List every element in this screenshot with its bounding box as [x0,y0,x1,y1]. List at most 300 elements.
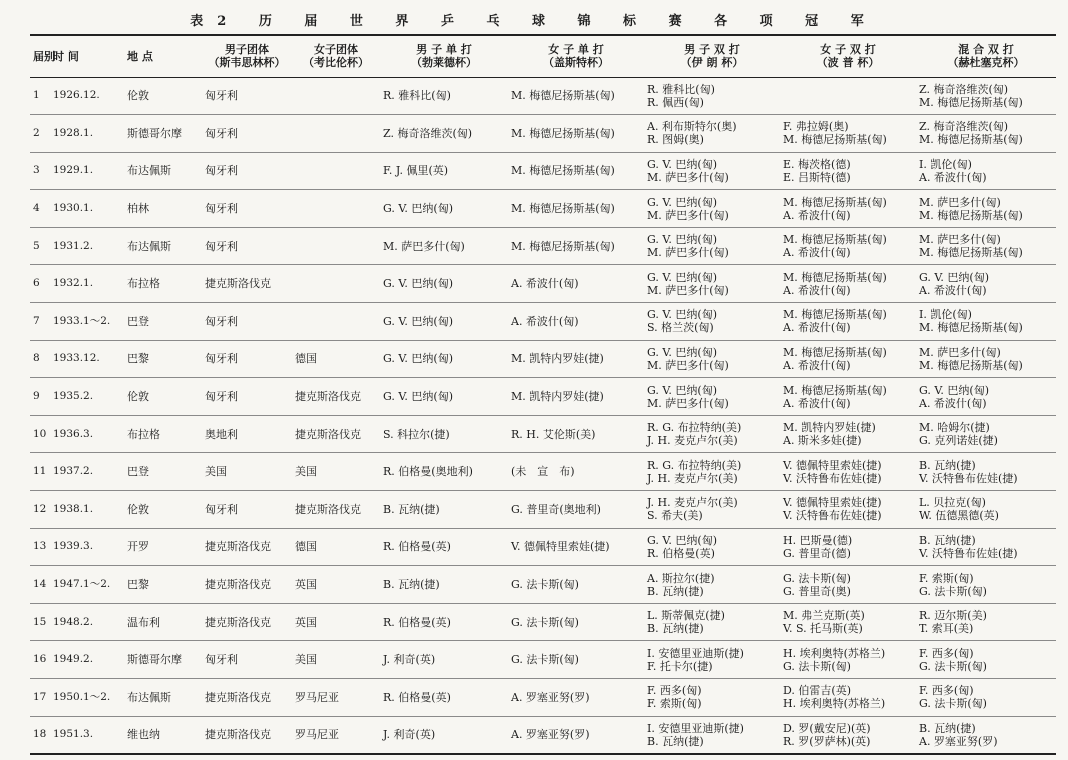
player-line: A. 利布斯特尔(奥) [647,120,737,134]
player-line: R. 罗(罗萨林)(英) [783,734,871,748]
player-line: M. 梅德尼扬斯基(匈) [919,321,1023,335]
player-line: M. 萨巴多什(匈) [919,345,1001,359]
date-cell: 1932.1. [53,277,94,290]
women-singles-cell: A. 希波什(匈) [511,314,579,328]
player-line: M. 梅德尼扬斯基(匈) [919,358,1023,372]
table-row [30,491,1056,529]
men-singles-cell: B. 瓦纳(捷) [383,502,440,516]
date-cell: 1937.2. [53,465,94,478]
table-row [30,603,1056,641]
women-doubles-cell [780,716,916,754]
women-team-cell: 罗马尼亚 [295,690,339,704]
men-singles-cell: G. V. 巴纳(匈) [383,390,453,404]
player-line: I. 安德里亚迪斯(捷) [647,721,744,735]
table-row [30,528,1056,566]
player-line: M. 萨巴多什(匈) [647,358,729,372]
player-line: G. 法卡斯(匈) [919,697,987,711]
player-line: D. 罗(戴安尼)(英) [783,721,871,735]
date-cell: 1929.1. [53,164,94,177]
men-singles-cell: G. V. 巴纳(匈) [383,202,453,216]
player-line: V. 沃特鲁布佐娃(捷) [783,509,882,523]
mixed-doubles-cell [916,528,1056,566]
header-line: （赫杜塞克杯） [947,56,1025,70]
edition-cell: 12 [33,502,47,515]
men-singles-cell: Z. 梅奇洛维茨(匈) [383,126,473,140]
player-line: J. H. 麦克卢尔(美) [647,496,738,510]
player-line: B. 瓦纳(捷) [647,622,704,636]
table-row [30,716,1056,754]
player-line: M. 哈姆尔(捷) [919,421,990,435]
women-doubles-cell [780,566,916,604]
men-singles-cell: G. V. 巴纳(匈) [383,277,453,291]
player-line: H. 埃利奥特(苏格兰) [783,646,886,660]
women-singles-cell: M. 梅德尼扬斯基(匈) [511,164,615,178]
player-line: E. 吕斯特(德) [783,170,851,184]
player-line: B. 瓦纳(捷) [919,533,976,547]
table-row [30,679,1056,717]
player-line: F. 托卡尔(捷) [647,659,713,673]
header-line: （盖斯特杯） [543,56,609,70]
men-doubles-cell [644,491,780,529]
player-line: G. V. 巴纳(匈) [647,345,717,359]
men-singles-cell: R. 伯格曼(英) [383,690,451,704]
mixed-doubles-cell [916,641,1056,679]
player-line: M. 萨巴多什(匈) [647,170,729,184]
women-team-cell [292,152,380,190]
player-line: A. 希波什(匈) [783,321,851,335]
player-line: M. 梅德尼扬斯基(匈) [783,195,887,209]
men-doubles-cell [644,528,780,566]
men-doubles-cell [644,115,780,153]
men-singles-cell: G. V. 巴纳(匈) [383,352,453,366]
player-line: A. 希波什(匈) [783,283,851,297]
player-line: L. 斯蒂佩克(捷) [647,609,725,623]
player-line: G. 法卡斯(匈) [783,659,851,673]
men-team-cell: 美国 [205,465,227,479]
player-line: A. 希波什(匈) [919,170,987,184]
mixed-doubles-cell [916,115,1056,153]
women-singles-cell: G. 法卡斯(匈) [511,578,579,592]
men-team-cell: 匈牙利 [205,239,238,253]
header-line: （波 普 杯） [816,56,880,70]
mixed-doubles-cell [916,415,1056,453]
player-line: Z. 梅奇洛维茨(匈) [919,82,1009,96]
women-team-cell: 捷克斯洛伐克 [295,502,361,516]
header-line: 女 子 双 打 [820,43,876,57]
player-line: A. 希波什(匈) [919,283,987,297]
edition-cell: 14 [33,578,47,591]
women-doubles-cell [780,227,916,265]
mixed-doubles-cell [916,453,1056,491]
place-cell: 开罗 [127,540,149,554]
women-team-cell: 捷克斯洛伐克 [295,390,361,404]
men-doubles-cell [644,265,780,303]
mixed-doubles-cell [916,491,1056,529]
table-row [30,77,1056,115]
header-edition [30,35,55,77]
men-team-cell: 奥地利 [205,427,238,441]
mixed-doubles-cell [916,303,1056,341]
player-line: M. 梅德尼扬斯基(匈) [783,345,887,359]
player-line: B. 瓦纳(捷) [647,734,704,748]
player-line: R. 迈尔斯(美) [919,609,987,623]
edition-cell: 16 [33,653,47,666]
men-doubles-cell [644,378,780,416]
mixed-doubles-cell [916,265,1056,303]
player-line: V. S. 托马斯(英) [783,622,863,636]
women-team-cell [292,227,380,265]
header-women-doubles [780,35,916,77]
header-line: 男 子 双 打 [684,43,740,57]
men-doubles-cell [644,453,780,491]
women-doubles-cell [780,528,916,566]
player-line: I. 凯伦(匈) [919,157,972,171]
player-line: R. 佩西(匈) [647,95,704,109]
women-doubles-cell [780,340,916,378]
men-team-cell: 捷克斯洛伐克 [205,540,271,554]
men-singles-cell: S. 科拉尔(捷) [383,427,450,441]
player-line: M. 梅德尼扬斯基(匈) [919,208,1023,222]
date-cell: 1939.3. [53,540,94,553]
men-singles-cell: R. 伯格曼(英) [383,540,451,554]
player-line: F. 西多(匈) [919,646,974,660]
player-line: E. 梅茨格(德) [783,157,851,171]
date-cell: 1947.1～2. [53,578,111,591]
player-line: M. 梅德尼扬斯基(匈) [783,308,887,322]
women-doubles-cell [780,115,916,153]
player-line: F. 索斯(匈) [647,697,702,711]
mixed-doubles-cell [916,227,1056,265]
date-cell: 1938.1. [53,502,94,515]
date-cell: 1949.2. [53,653,94,666]
player-line: R. 图姆(奥) [647,133,704,147]
men-singles-cell: B. 瓦纳(捷) [383,578,440,592]
edition-cell: 6 [33,277,40,290]
header-line: （伊 朗 杯） [680,56,744,70]
women-team-cell [292,265,380,303]
men-team-cell: 匈牙利 [205,89,238,103]
women-singles-cell: M. 凯特内罗娃(捷) [511,390,604,404]
men-team-cell: 匈牙利 [205,390,238,404]
women-singles-cell: M. 梅德尼扬斯基(匈) [511,239,615,253]
place-cell: 布达佩斯 [127,239,171,253]
men-singles-cell: R. 伯格曼(英) [383,615,451,629]
place-cell: 斯德哥尔摩 [127,126,182,140]
player-line: A. 希波什(匈) [783,246,851,260]
player-line: I. 凯伦(匈) [919,308,972,322]
player-line: H. 巴斯曼(德) [783,533,853,547]
player-line: M. 梅德尼扬斯基(匈) [783,383,887,397]
women-doubles-cell [780,453,916,491]
place-cell: 维也纳 [127,728,160,742]
player-line: A. 斯拉尔(捷) [647,571,715,585]
date-cell: 1933.1～2. [53,314,111,327]
header-men-team [202,35,292,77]
player-line: M. 萨巴多什(匈) [919,233,1001,247]
women-doubles-cell [780,491,916,529]
men-doubles-cell [644,566,780,604]
women-doubles-cell [780,77,916,115]
place-cell: 柏林 [127,202,149,216]
place-cell: 巴黎 [127,352,149,366]
header-line: （勃莱德杯） [411,56,477,70]
header-line: 男子团体 [225,43,269,57]
edition-cell: 17 [33,690,47,703]
player-line: G. V. 巴纳(匈) [919,383,989,397]
edition-cell: 11 [33,465,47,478]
place-cell: 斯德哥尔摩 [127,653,182,667]
women-team-cell [292,77,380,115]
place-cell: 巴登 [127,465,149,479]
header-women-team [292,35,380,77]
player-line: M. 梅德尼扬斯基(匈) [919,246,1023,260]
women-singles-cell: A. 希波什(匈) [511,277,579,291]
mixed-doubles-cell [916,152,1056,190]
men-singles-cell: J. 利奇(英) [383,728,436,742]
player-line: A. 斯米多娃(捷) [783,434,862,448]
edition-cell: 9 [33,390,40,403]
men-singles-cell: F. J. 佩里(英) [383,164,449,178]
header-line: （考比伦杯） [303,56,369,70]
women-team-cell [292,303,380,341]
men-doubles-cell [644,227,780,265]
player-line: M. 萨巴多什(匈) [647,208,729,222]
table-row [30,265,1056,303]
men-doubles-cell [644,190,780,228]
player-line: A. 希波什(匈) [919,396,987,410]
player-line: I. 安德里亚迪斯(捷) [647,646,744,660]
men-singles-cell: R. 雅科比(匈) [383,89,451,103]
place-cell: 巴黎 [127,578,149,592]
table-row [30,303,1056,341]
women-singles-cell: M. 凯特内罗娃(捷) [511,352,604,366]
player-line: G. V. 巴纳(匈) [647,383,717,397]
player-line: G. V. 巴纳(匈) [647,270,717,284]
player-line: A. 希波什(匈) [783,208,851,222]
table-row [30,378,1056,416]
player-line: V. 德佩特里索娃(捷) [783,496,882,510]
player-line: L. 贝拉克(匈) [919,496,986,510]
header-date [50,35,124,77]
date-cell: 1936.3. [53,427,94,440]
women-team-cell: 罗马尼亚 [295,728,339,742]
player-line: G. V. 巴纳(匈) [647,195,717,209]
player-line: M. 梅德尼扬斯基(匈) [919,95,1023,109]
table-row [30,115,1056,153]
player-line: M. 梅德尼扬斯基(匈) [783,233,887,247]
player-line: D. 伯雷吉(英) [783,684,852,698]
women-team-cell: 美国 [295,465,317,479]
header-line: 男 子 单 打 [416,43,472,57]
edition-cell: 3 [33,164,40,177]
player-line: H. 埃利奥特(苏格兰) [783,697,886,711]
table-row [30,227,1056,265]
men-singles-cell: M. 萨巴多什(匈) [383,239,465,253]
player-line: A. 希波什(匈) [783,396,851,410]
women-doubles-cell [780,415,916,453]
header-men-doubles [644,35,780,77]
men-team-cell: 匈牙利 [205,502,238,516]
place-cell: 布拉格 [127,427,160,441]
women-singles-cell: R. H. 艾伦斯(美) [511,427,596,441]
men-team-cell: 捷克斯洛伐克 [205,277,271,291]
women-doubles-cell [780,265,916,303]
men-team-cell: 匈牙利 [205,653,238,667]
player-line: S. 希夫(美) [647,509,703,523]
mixed-doubles-cell [916,190,1056,228]
header-line: 届别 [33,49,55,63]
player-line: G. V. 巴纳(匈) [647,233,717,247]
women-team-cell: 德国 [295,540,317,554]
place-cell: 伦敦 [127,89,149,103]
men-doubles-cell [644,303,780,341]
men-team-cell: 匈牙利 [205,164,238,178]
men-team-cell: 匈牙利 [205,314,238,328]
women-doubles-cell [780,679,916,717]
men-singles-cell: R. 伯格曼(奥地利) [383,465,473,479]
edition-cell: 15 [33,615,47,628]
date-cell: 1928.1. [53,126,94,139]
player-line: A. 希波什(匈) [783,358,851,372]
women-team-cell: 英国 [295,578,317,592]
player-line: F. 西多(匈) [647,684,702,698]
women-doubles-cell [780,303,916,341]
player-line: M. 弗兰克斯(英) [783,609,865,623]
player-line: G. 法卡斯(匈) [919,584,987,598]
edition-cell: 18 [33,728,47,741]
place-cell: 布达佩斯 [127,164,171,178]
header-row [30,35,1056,77]
player-line: G. 普里奇(奥) [783,584,851,598]
player-line: M. 萨巴多什(匈) [647,396,729,410]
header-place [124,35,202,77]
women-team-cell: 美国 [295,653,317,667]
table-row [30,190,1056,228]
women-singles-cell: A. 罗塞亚努(罗) [511,728,590,742]
edition-cell: 10 [33,427,47,440]
player-line: B. 瓦纳(捷) [919,721,976,735]
women-singles-cell: M. 梅德尼扬斯基(匈) [511,126,615,140]
table-body [30,77,1056,754]
men-doubles-cell [644,340,780,378]
women-team-cell: 英国 [295,615,317,629]
edition-cell: 2 [33,126,40,139]
player-line: R. 伯格曼(英) [647,546,715,560]
player-line: M. 萨巴多什(匈) [647,283,729,297]
men-doubles-cell [644,415,780,453]
player-line: G. 法卡斯(匈) [919,659,987,673]
men-team-cell: 捷克斯洛伐克 [205,728,271,742]
men-team-cell: 捷克斯洛伐克 [205,690,271,704]
women-singles-cell: M. 梅德尼扬斯基(匈) [511,89,615,103]
men-team-cell: 匈牙利 [205,126,238,140]
place-cell: 温布利 [127,615,160,629]
player-line: M. 梅德尼扬斯基(匈) [783,270,887,284]
player-line: G. 克列诺娃(捷) [919,434,998,448]
mixed-doubles-cell [916,340,1056,378]
mixed-doubles-cell [916,77,1056,115]
player-line: M. 凯特内罗娃(捷) [783,421,876,435]
women-singles-cell: V. 德佩特里索娃(捷) [511,540,610,554]
men-team-cell: 匈牙利 [205,352,238,366]
edition-cell: 5 [33,239,40,252]
player-line: F. 西多(匈) [919,684,974,698]
player-line: M. 萨巴多什(匈) [919,195,1001,209]
men-team-cell: 捷克斯洛伐克 [205,615,271,629]
edition-cell: 1 [33,89,40,102]
mixed-doubles-cell [916,566,1056,604]
women-team-cell: 捷克斯洛伐克 [295,427,361,441]
player-line: R. G. 布拉特纳(美) [647,458,742,472]
player-line: G. 普里奇(德) [783,546,851,560]
player-line: M. 梅德尼扬斯基(匈) [919,133,1023,147]
women-singles-cell: G. 法卡斯(匈) [511,615,579,629]
men-doubles-cell [644,603,780,641]
player-line: F. 索斯(匈) [919,571,974,585]
table-row [30,340,1056,378]
player-line: W. 伍德黑德(英) [919,509,999,523]
header-line: （斯韦思林杯） [208,56,286,70]
date-cell: 1950.1～2. [53,690,111,703]
women-doubles-cell [780,190,916,228]
player-line: A. 罗塞亚努(罗) [919,734,998,748]
edition-cell: 8 [33,352,40,365]
player-line: G. V. 巴纳(匈) [647,533,717,547]
date-cell: 1930.1. [53,202,94,215]
player-line: V. 沃特鲁布佐娃(捷) [919,546,1018,560]
date-cell: 1926.12. [53,89,100,102]
place-cell: 巴登 [127,314,149,328]
men-singles-cell: J. 利奇(英) [383,653,436,667]
player-line: M. 萨巴多什(匈) [647,246,729,260]
player-line: Z. 梅奇洛维茨(匈) [919,120,1009,134]
player-line: G. V. 巴纳(匈) [919,270,989,284]
date-cell: 1935.2. [53,390,94,403]
women-team-cell: 德国 [295,352,317,366]
player-line: B. 瓦纳(捷) [647,584,704,598]
player-line: V. 沃特鲁布佐娃(捷) [783,471,882,485]
player-line: R. 雅科比(匈) [647,82,715,96]
table-row [30,566,1056,604]
women-singles-cell: G. 法卡斯(匈) [511,653,579,667]
date-cell: 1931.2. [53,239,94,252]
player-line: G. V. 巴纳(匈) [647,157,717,171]
place-cell: 伦敦 [127,502,149,516]
champions-table [30,34,1056,755]
table-row [30,453,1056,491]
mixed-doubles-cell [916,716,1056,754]
table-row [30,641,1056,679]
women-doubles-cell [780,152,916,190]
header-line: 时 间 [53,49,79,63]
date-cell: 1951.3. [53,728,94,741]
women-doubles-cell [780,641,916,679]
player-line: B. 瓦纳(捷) [919,458,976,472]
women-team-cell [292,190,380,228]
header-line: 混 合 双 打 [958,43,1014,57]
table-title: 表2 历 届 世 界 乒 乓 球 锦 标 赛 各 项 冠 军 [190,14,878,29]
player-line: T. 索耳(美) [919,622,974,636]
mixed-doubles-cell [916,679,1056,717]
player-line: V. 沃特鲁布佐娃(捷) [919,471,1018,485]
player-line: G. 法卡斯(匈) [783,571,851,585]
women-singles-cell: M. 梅德尼扬斯基(匈) [511,202,615,216]
women-singles-cell: A. 罗塞亚努(罗) [511,690,590,704]
header-men-singles [380,35,508,77]
women-singles-cell: G. 普里奇(奥地利) [511,502,601,516]
edition-cell: 7 [33,314,40,327]
date-cell: 1933.12. [53,352,100,365]
